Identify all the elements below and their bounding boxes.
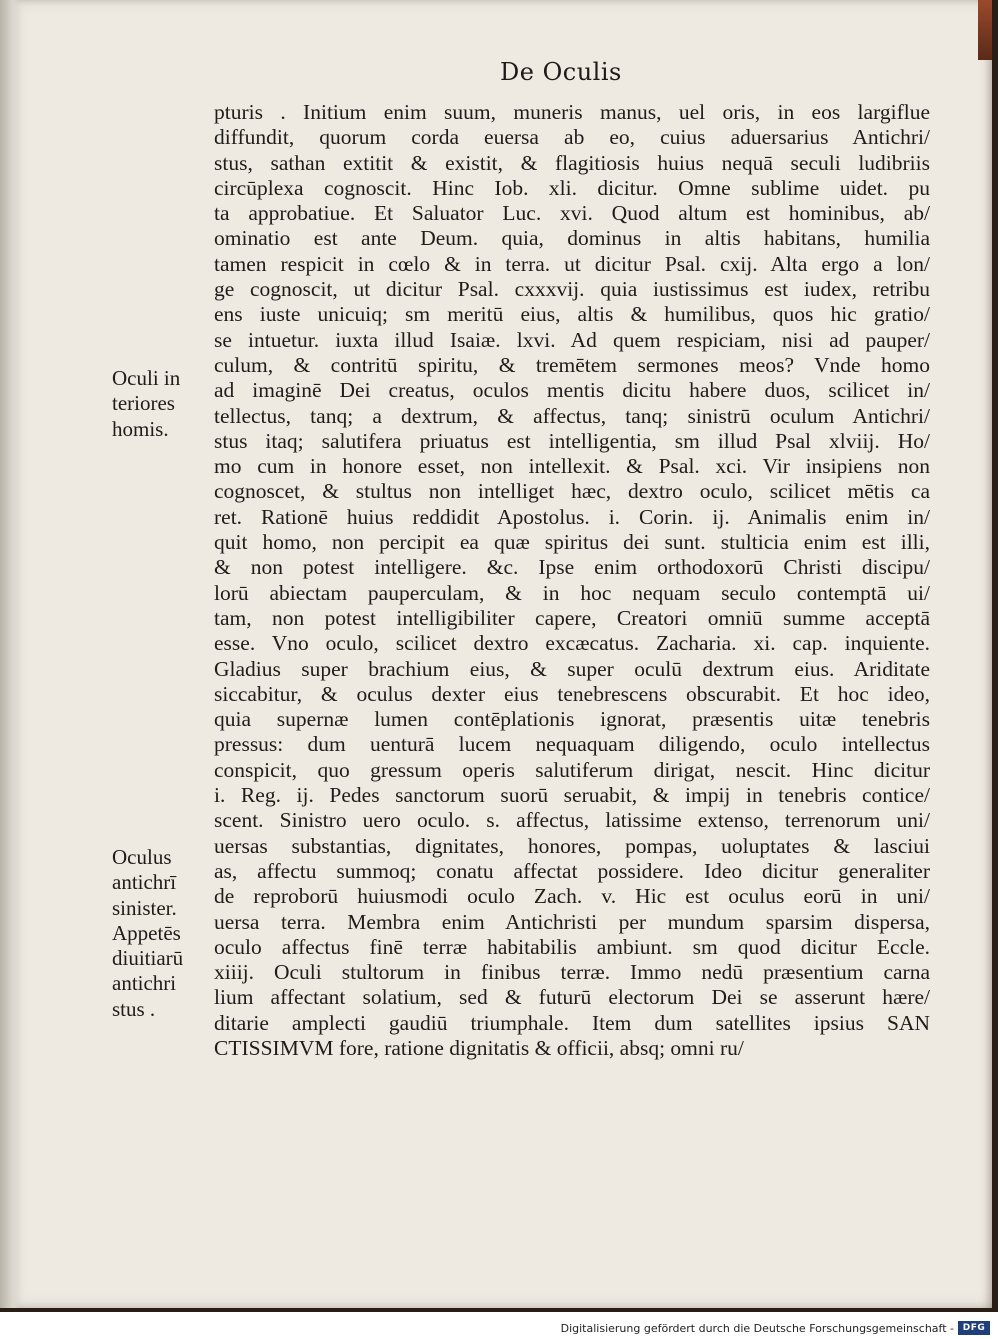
text-line: ad imaginē Dei creatus, oculos mentis dicitu habere duos, scilicet in/: [214, 378, 930, 403]
text-line: ditarie amplecti gaudiū triumphale. Item dum satellites ipsius SAN: [214, 1010, 930, 1035]
text-line: uersa terra. Membra enim Antichristi per mundum sparsim dispersa,: [214, 909, 930, 934]
text-line: ominatio est ante Deum. quia, dominus in altis habitans, humilia: [214, 226, 930, 251]
text-line: ta approbatiue. Et Saluator Luc. xvi. Quod altum est hominibus, ab/: [214, 201, 930, 226]
text-line: pressus: dum uenturā lucem nequaquam diligendo, oculo intellectus: [214, 732, 930, 757]
text-line: xiiij. Oculi stultorum in finibus terræ. Immo nedū præsentium carna: [214, 960, 930, 985]
body-text-block: [214, 100, 930, 1061]
text-line: uersas substantias, dignitates, honores, pompas, uoluptates & lasciui: [214, 833, 930, 858]
marginal-line: Oculus: [112, 845, 172, 869]
text-line: esse. Vno oculo, scilicet dextro excæcatus. Zacharia. xi. cap. inquiente.: [214, 631, 930, 656]
text-line: se intuetur. iuxta illud Isaiæ. lxvi. Ad quem respiciam, nisi ad pauper/: [214, 327, 930, 352]
text-line: & non potest intelligere. &c. Ipse enim orthodoxorū Christi discipu/: [214, 555, 930, 580]
text-line: quit homo, non percipit ea quæ spiritus dei sunt. stulticia enim est illi,: [214, 530, 930, 555]
text-line: stus, sathan extitit & existit, & flagitiosis huius nequā seculi ludibriis: [214, 150, 930, 175]
text-line: scent. Sinistro uero oculo. s. affectus, latissime extenso, terrenorum uni/: [214, 808, 930, 833]
funding-credit: Digitalisierung gefördert durch die Deutsche Forschungsgemeinschaft -: [560, 1322, 954, 1335]
text-line: ens iuste unicuiq; sm meritū eius, altis & humilibus, quos hic gratio/: [214, 302, 930, 327]
marginal-line: Appetēs: [112, 920, 181, 945]
marginal-note-oculi-interiores: [112, 366, 212, 442]
text-line: de reproborū huiusmodi oculo Zach. v. Hic est oculus eorū in uni/: [214, 884, 930, 909]
text-line: pturis . Initium enim suum, muneris manus, uel oris, in eos largiflue: [214, 100, 930, 124]
text-line: i. Reg. ij. Pedes sanctorum suorū seruabit, & impij in tenebris contice/: [214, 783, 930, 808]
text-line: ge cognoscit, ut dicitur Psal. cxxxvij. quia iustissimus est iudex, retribu: [214, 277, 930, 302]
marginal-line: teriores: [112, 391, 175, 416]
text-line: CTISSIMVM fore, ratione dignitatis & officii, absq; omni ru/: [214, 1035, 744, 1060]
marginal-line: antichri: [112, 971, 177, 996]
dfg-logo-icon: DFG: [958, 1321, 990, 1335]
text-line: circūplexa cognoscit. Hinc Iob. xli. dicitur. Omne sublime uidet. pu: [214, 175, 930, 200]
text-line: lorū abiectam pauperculam, & in hoc nequam seculo contemptā ui/: [214, 580, 930, 605]
running-head: De Oculis: [500, 58, 622, 86]
text-line: culum, & contritū spiritu, & tremētem sermones meos? Vnde homo: [214, 352, 930, 377]
text-line: cognoscet, & stultus non intelliget hæc, dextro oculo, scilicet mētis ca: [214, 479, 930, 504]
marginal-line: Oculi in: [112, 366, 181, 390]
text-line: lium affectant solatium, sed & futurū electorum Dei se asserunt hære/: [214, 985, 930, 1010]
marginal-line: diuitiarū: [112, 946, 184, 971]
text-line: siccabitur, & oculus dexter eius tenebrescens obscurabit. Et hoc ideo,: [214, 681, 930, 706]
text-line: conspicit, quo gressum operis salutiferum dirigat, nescit. Hinc dicitur: [214, 757, 930, 782]
binding-shadow: [0, 0, 22, 1308]
text-line: tamen respicit in cœlo & in terra. ut dicitur Psal. cxij. Alta ergo a lon/: [214, 251, 930, 276]
marginal-note-oculus-sinister: [112, 845, 212, 1022]
page-corner-mark: [978, 0, 992, 60]
marginal-line: sinister.: [112, 895, 177, 920]
text-line: mo cum in honore esset, non intellexit. & Psal. xci. Vir insipiens non: [214, 454, 930, 479]
text-line: quia supernæ lumen contēplationis ignorat, præsentis uitæ tenebris: [214, 707, 930, 732]
text-line: tellectus, tanq; a dextrum, & affectus, tanq; sinistrū oculum Antichri/: [214, 403, 930, 428]
text-line: diffundit, quorum corda euersa ab eo, cuius aduersarius Antichri/: [214, 125, 930, 150]
text-line: Gladius super brachium eius, & super oculū dextrum eius. Ariditate: [214, 656, 930, 681]
marginal-line: antichrī: [112, 870, 177, 895]
marginal-line: stus .: [112, 996, 156, 1021]
text-line: as, affectu summoq; conatu affectat possidere. Ideo dicitur generaliter: [214, 858, 930, 883]
marginal-line: homis.: [112, 416, 169, 441]
text-line: ret. Rationē huius reddidit Apostolus. i. Corin. ij. Animalis enim in/: [214, 504, 930, 529]
text-line: tam, non potest intelligibiliter capere, Creatori omniū summe acceptā: [214, 605, 930, 630]
text-line: stus itaq; salutifera priuatus est intelligentia, sm illud Psal xlviij. Ho/: [214, 428, 930, 453]
text-line: oculo affectus finē terræ habitabilis ambiunt. sm quod dicitur Eccle.: [214, 934, 930, 959]
